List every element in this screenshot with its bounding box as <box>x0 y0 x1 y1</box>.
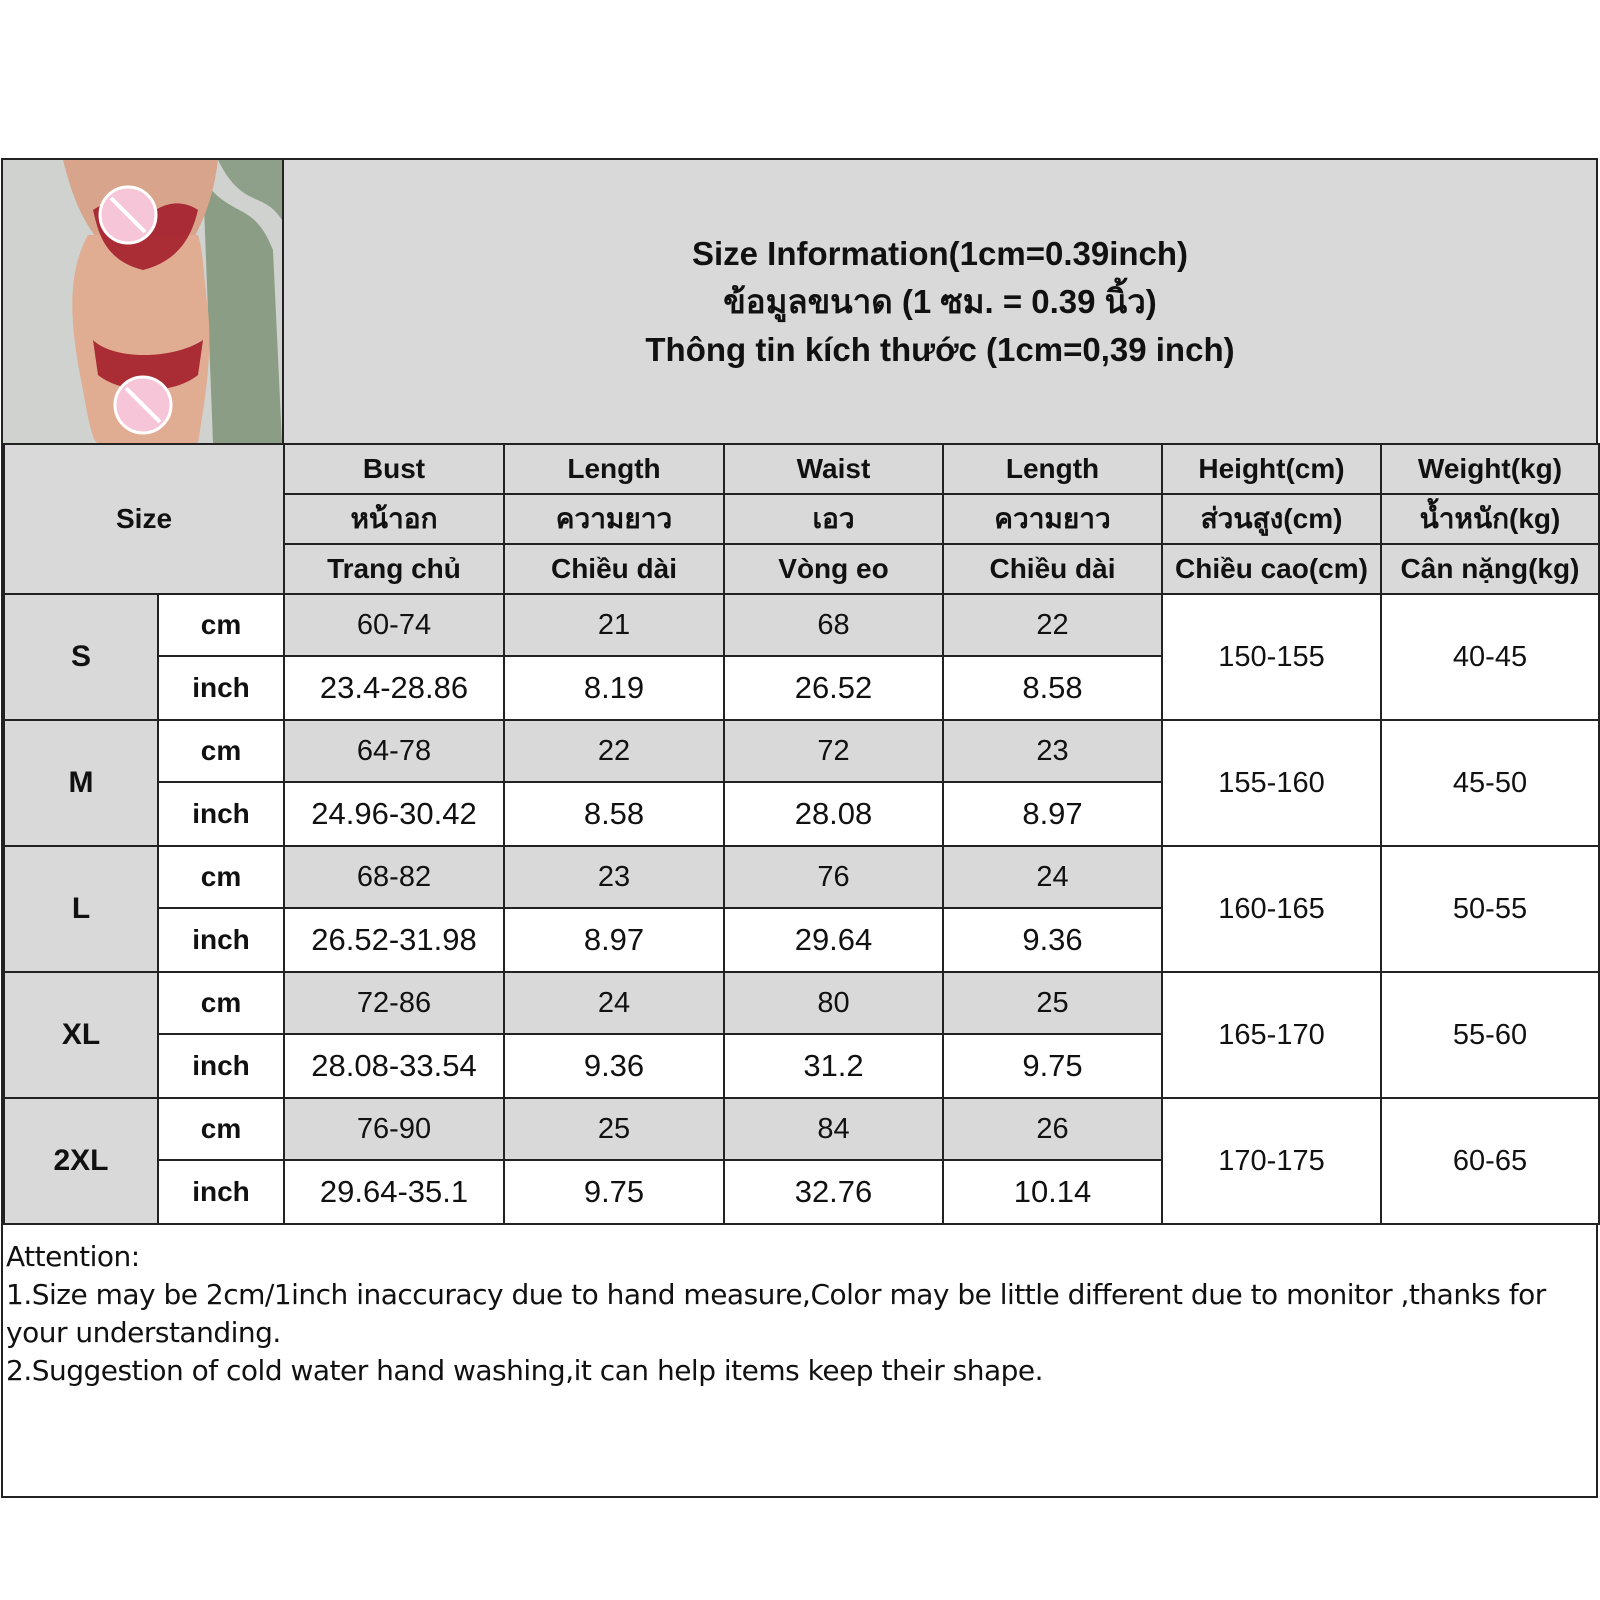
unit-cm: cm <box>158 972 284 1034</box>
weight-value: 50-55 <box>1381 846 1599 972</box>
height-value: 150-155 <box>1162 594 1381 720</box>
weight-value: 40-45 <box>1381 594 1599 720</box>
top-length-value: 9.75 <box>504 1160 724 1224</box>
column-header-vi: Trang chủ <box>284 544 504 594</box>
bust-value: 64-78 <box>284 720 504 782</box>
title-box <box>284 160 1596 443</box>
unit-inch: inch <box>158 908 284 972</box>
bottom-length-value: 22 <box>943 594 1162 656</box>
bust-value: 29.64-35.1 <box>284 1160 504 1224</box>
unit-cm: cm <box>158 594 284 656</box>
waist-value: 29.64 <box>724 908 943 972</box>
bust-value: 68-82 <box>284 846 504 908</box>
size-label: S <box>4 594 158 720</box>
bust-value: 76-90 <box>284 1098 504 1160</box>
waist-value: 84 <box>724 1098 943 1160</box>
product-photo-icon <box>3 160 282 443</box>
waist-value: 31.2 <box>724 1034 943 1098</box>
top-length-value: 8.58 <box>504 782 724 846</box>
bottom-length-value: 8.58 <box>943 656 1162 720</box>
bottom-length-value: 23 <box>943 720 1162 782</box>
column-header-en: Waist <box>724 444 943 494</box>
unit-cm: cm <box>158 846 284 908</box>
column-header-en: Weight(kg) <box>1381 444 1599 494</box>
weight-value: 55-60 <box>1381 972 1599 1098</box>
unit-cm: cm <box>158 1098 284 1160</box>
bottom-length-value: 9.36 <box>943 908 1162 972</box>
table-row <box>4 972 1599 1034</box>
column-header-th: หน้าอก <box>284 494 504 544</box>
top-length-value: 9.36 <box>504 1034 724 1098</box>
header-row-english <box>4 444 1599 494</box>
unit-cm: cm <box>158 720 284 782</box>
bust-value: 60-74 <box>284 594 504 656</box>
top-length-value: 21 <box>504 594 724 656</box>
waist-value: 68 <box>724 594 943 656</box>
column-header-th: ความยาว <box>504 494 724 544</box>
size-label: L <box>4 846 158 972</box>
bottom-length-value: 25 <box>943 972 1162 1034</box>
weight-value: 45-50 <box>1381 720 1599 846</box>
column-header-en: Length <box>504 444 724 494</box>
bottom-length-value: 9.75 <box>943 1034 1162 1098</box>
unit-inch: inch <box>158 1160 284 1224</box>
column-header-en: Length <box>943 444 1162 494</box>
top-length-value: 24 <box>504 972 724 1034</box>
waist-value: 76 <box>724 846 943 908</box>
column-header-th: ส่วนสูง(cm) <box>1162 494 1381 544</box>
unit-inch: inch <box>158 1034 284 1098</box>
table-row <box>4 846 1599 908</box>
attention-notes <box>6 1238 1580 1390</box>
unit-inch: inch <box>158 782 284 846</box>
size-label: 2XL <box>4 1098 158 1224</box>
notes-heading: Attention: <box>6 1240 140 1273</box>
table-row <box>4 594 1599 656</box>
waist-value: 72 <box>724 720 943 782</box>
note-line-1: 1.Size may be 2cm/1inch inaccuracy due to hand measure,Color may be little different due to monitor ,thanks for your understanding. <box>6 1278 1546 1349</box>
bust-value: 26.52-31.98 <box>284 908 504 972</box>
column-header-vi: Chiều dài <box>504 544 724 594</box>
top-length-value: 23 <box>504 846 724 908</box>
waist-value: 80 <box>724 972 943 1034</box>
title-english: Size Information(1cm=0.39inch) <box>691 234 1189 272</box>
product-photo <box>3 160 284 443</box>
title-thai: ข้อมูลขนาด (1 ซม. = 0.39 นิ้ว) <box>723 282 1157 320</box>
top-length-value: 8.19 <box>504 656 724 720</box>
column-header-th: ความยาว <box>943 494 1162 544</box>
title-vietnamese: Thông tin kích thước (1cm=0,39 inch) <box>645 330 1235 368</box>
column-header-vi: Chiều dài <box>943 544 1162 594</box>
table-row <box>4 720 1599 782</box>
bottom-length-value: 10.14 <box>943 1160 1162 1224</box>
column-header-vi: Cân nặng(kg) <box>1381 544 1599 594</box>
column-header-vi: Chiều cao(cm) <box>1162 544 1381 594</box>
bust-value: 23.4-28.86 <box>284 656 504 720</box>
waist-value: 26.52 <box>724 656 943 720</box>
column-header-en: Height(cm) <box>1162 444 1381 494</box>
size-column-header: Size <box>4 444 284 594</box>
chart-header <box>3 160 1596 445</box>
top-length-value: 25 <box>504 1098 724 1160</box>
waist-value: 28.08 <box>724 782 943 846</box>
top-length-value: 22 <box>504 720 724 782</box>
bust-value: 28.08-33.54 <box>284 1034 504 1098</box>
top-length-value: 8.97 <box>504 908 724 972</box>
height-value: 165-170 <box>1162 972 1381 1098</box>
bottom-length-value: 8.97 <box>943 782 1162 846</box>
height-value: 160-165 <box>1162 846 1381 972</box>
note-line-2: 2.Suggestion of cold water hand washing,it can help items keep their shape. <box>6 1354 1043 1387</box>
column-header-vi: Vòng eo <box>724 544 943 594</box>
column-header-th: เอว <box>724 494 943 544</box>
column-header-th: น้ำหนัก(kg) <box>1381 494 1599 544</box>
bottom-length-value: 26 <box>943 1098 1162 1160</box>
unit-inch: inch <box>158 656 284 720</box>
height-value: 170-175 <box>1162 1098 1381 1224</box>
waist-value: 32.76 <box>724 1160 943 1224</box>
column-header-en: Bust <box>284 444 504 494</box>
bust-value: 72-86 <box>284 972 504 1034</box>
weight-value: 60-65 <box>1381 1098 1599 1224</box>
height-value: 155-160 <box>1162 720 1381 846</box>
size-label: M <box>4 720 158 846</box>
size-label: XL <box>4 972 158 1098</box>
bottom-length-value: 24 <box>943 846 1162 908</box>
size-table <box>3 443 1600 1225</box>
bust-value: 24.96-30.42 <box>284 782 504 846</box>
table-row <box>4 1098 1599 1160</box>
